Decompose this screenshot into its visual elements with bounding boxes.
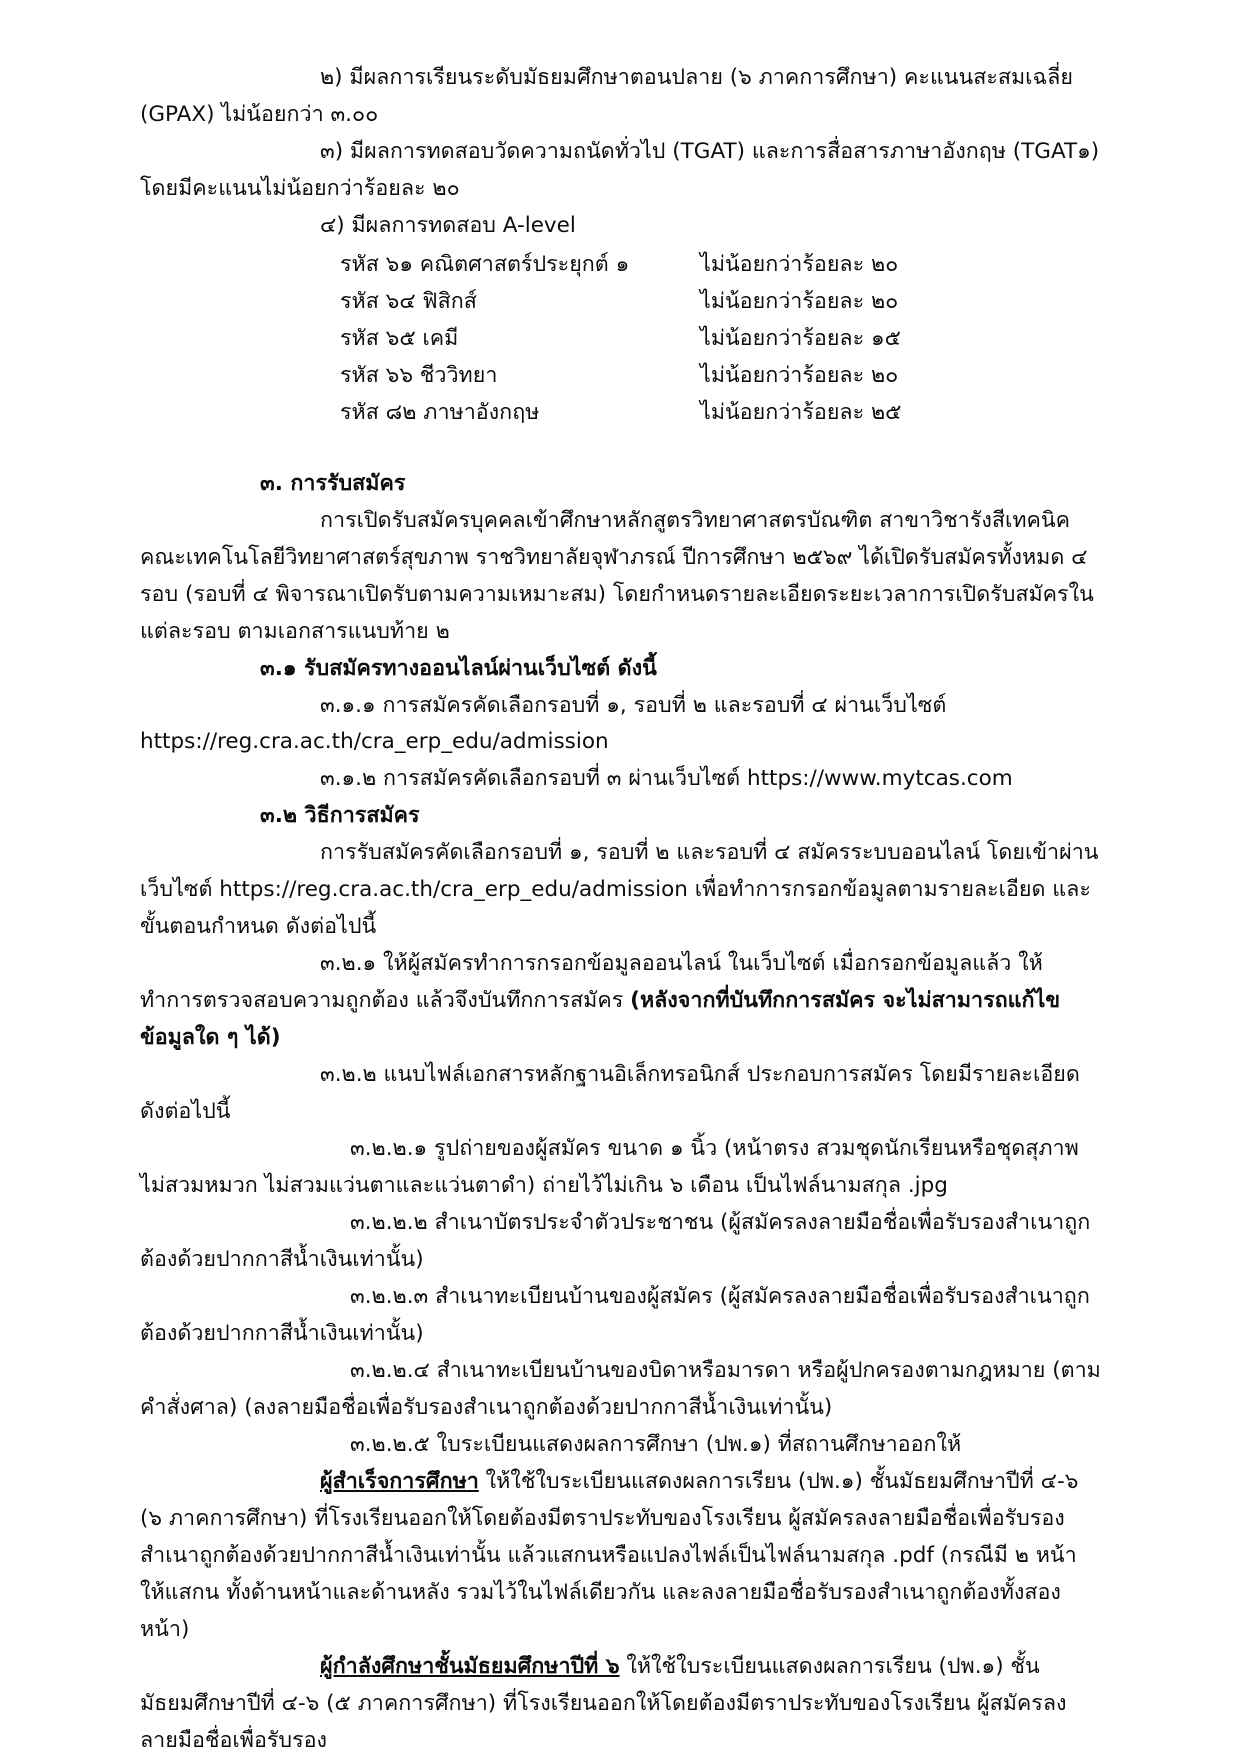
paragraph-studying bbox=[140, 1649, 1101, 1760]
alevel-code: รหัส ๖๕ เคมี bbox=[340, 325, 459, 351]
paragraph-item-4: ๔) มีผลการทดสอบ A-level bbox=[320, 212, 576, 238]
paragraph-studying-text: ให้ใช้ใบระเบียนแสดงผลการเรียน (ปพ.๑) ชั้นมัธยมศึกษาปีที่ ๔-๖ (๕ ภาคการศึกษา) ที่โรงเรียนออกให้โดยต้องมีตราประทับของโรงเรียน ผู้สมัครลงลายมือชื่อเพื่อรับรอง bbox=[140, 1653, 1067, 1753]
paragraph-3-2-1-emphasis: (หลังจากที่บันทึกการสมัคร จะไม่สามารถแก้ไขข้อมูลใด ๆ ได้) bbox=[140, 988, 1061, 1051]
alevel-score: ไม่น้อยกว่าร้อยละ ๒๕ bbox=[700, 399, 902, 425]
alevel-score: ไม่น้อยกว่าร้อยละ ๒๐ bbox=[700, 288, 899, 314]
alevel-code: รหัส ๖๑ คณิตศาสตร์ประยุกต์ ๑ bbox=[340, 251, 630, 277]
alevel-code: รหัส ๖๔ ฟิสิกส์ bbox=[340, 288, 477, 314]
table-row bbox=[340, 321, 1101, 358]
table-row bbox=[340, 358, 1101, 395]
alevel-code: รหัส ๖๖ ชีววิทยา bbox=[340, 362, 498, 388]
table-row bbox=[340, 395, 1101, 432]
paragraph-3-1-1: ๓.๑.๑ การสมัครคัดเลือกรอบที่ ๑, รอบที่ ๒ และรอบที่ ๔ ผ่านเว็บไซต์ https://reg.cra.ac.th/cra_erp_edu/admission bbox=[140, 692, 947, 755]
paragraph-3-2-2: ๓.๒.๒ แนบไฟล์เอกสารหลักฐานอิเล็กทรอนิกส์ ประกอบการสมัคร โดยมีรายละเอียดดังต่อไปนี้ bbox=[140, 1062, 1080, 1125]
alevel-score: ไม่น้อยกว่าร้อยละ ๒๐ bbox=[700, 251, 899, 277]
paragraph-section-3-body: การเปิดรับสมัครบุคคลเข้าศึกษาหลักสูตรวิทยาศาสตรบัณฑิต สาขาวิชารังสีเทคนิคคณะเทคโนโลยีวิทยาศาสตร์สุขภาพ ราชวิทยาลัยจุฬาภรณ์ ปีการศึกษา ๒๕๖๙ ได้เปิดรับสมัครทั้งหมด ๔ รอบ (รอบที่ ๔ พิจารณาเปิดรับตามความเหมาะสม) โดยกำหนดรายละเอียดระยะเวลาการเปิดรับสมัครในแต่ละรอบ ตามเอกสารแนบท้าย ๒ bbox=[140, 507, 1094, 644]
alevel-score-table bbox=[340, 247, 1101, 432]
heading-section-3: ๓. การรับสมัคร bbox=[260, 470, 406, 496]
paragraph-3-2-1 bbox=[140, 946, 1101, 1057]
paragraph-3-2-2-5: ๓.๒.๒.๕ ใบระเบียนแสดงผลการศึกษา (ปพ.๑) ที่สถานศึกษาออกให้ bbox=[350, 1431, 962, 1457]
alevel-score: ไม่น้อยกว่าร้อยละ ๒๐ bbox=[700, 362, 899, 388]
paragraph-graduated bbox=[140, 1464, 1101, 1649]
paragraph-3-2-2-3: ๓.๒.๒.๓ สำเนาทะเบียนบ้านของผู้สมัคร (ผู้สมัครลงลายมือชื่อเพื่อรับรองสำเนาถูกต้องด้วยปากกาสีน้ำเงินเท่านั้น) bbox=[140, 1284, 1090, 1346]
paragraph-3-2-2-4: ๓.๒.๒.๔ สำเนาทะเบียนบ้านของบิดาหรือมารดา หรือผู้ปกครองตามกฎหมาย (ตามคำสั่งศาล) (ลงลายมือชื่อเพื่อรับรองสำเนาถูกต้องด้วยปากกาสีน้ำเงินเท่านั้น) bbox=[140, 1357, 1101, 1420]
alevel-code: รหัส ๘๒ ภาษาอังกฤษ bbox=[340, 399, 540, 425]
table-row bbox=[340, 247, 1101, 284]
document-body bbox=[140, 60, 1101, 1760]
paragraph-3-2-2-2: ๓.๒.๒.๒ สำเนาบัตรประจำตัวประชาชน (ผู้สมัครลงลายมือชื่อเพื่อรับรองสำเนาถูกต้องด้วยปากกาสีน้ำเงินเท่านั้น) bbox=[140, 1210, 1091, 1273]
heading-section-3-1: ๓.๑ รับสมัครทางออนไลน์ผ่านเว็บไซต์ ดังนี้ bbox=[260, 655, 657, 681]
alevel-score: ไม่น้อยกว่าร้อยละ ๑๕ bbox=[700, 325, 901, 351]
paragraph-item-2: ๒) มีผลการเรียนระดับมัธยมศึกษาตอนปลาย (๖ ภาคการศึกษา) คะแนนสะสมเฉลี่ย (GPAX) ไม่น้อยกว่า ๓.๐๐ bbox=[140, 65, 1073, 127]
paragraph-item-3: ๓) มีผลการทดสอบวัดความถนัดทั่วไป (TGAT) และการสื่อสารภาษาอังกฤษ (TGAT๑) โดยมีคะแนนไม่น้อยกว่าร้อยละ ๒๐ bbox=[140, 138, 1100, 201]
paragraph-3-2-body: การรับสมัครคัดเลือกรอบที่ ๑, รอบที่ ๒ และรอบที่ ๔ สมัครระบบออนไลน์ โดยเข้าผ่านเว็บไซต์ https://reg.cra.ac.th/cra_erp_edu/admission เพื่อทำการกรอกข้อมูลตามรายละเอียด และขั้นตอนกำหนด ดังต่อไปนี้ bbox=[140, 840, 1099, 940]
paragraph-graduated-text: ให้ใช้ใบระเบียนแสดงผลการเรียน (ปพ.๑) ชั้นมัธยมศึกษาปีที่ ๔-๖ (๖ ภาคการศึกษา) ที่โรงเรียนออกให้โดยต้องมีตราประทับของโรงเรียน ผู้สมัครลงลายมือชื่อเพื่อรับรองสำเนาถูกต้องด้วยปากกาสีน้ำเงินเท่านั้น แล้วแสกนหรือแปลงไฟล์เป็นไฟล์นามสกุล .pdf (กรณีมี ๒ หน้าให้แสกน ทั้งด้านหน้าและด้านหลัง รวมไว้ในไฟล์เดียวกัน และลงลายมือชื่อรับรองสำเนาถูกต้องทั้งสองหน้า) bbox=[140, 1468, 1079, 1642]
section-spacer bbox=[140, 432, 1101, 466]
label-studying: ผู้กำลังศึกษาชั้นมัธยมศึกษาปีที่ ๖ bbox=[320, 1653, 620, 1679]
paragraph-3-2-2-1: ๓.๒.๒.๑ รูปถ่ายของผู้สมัคร ขนาด ๑ นิ้ว (หน้าตรง สวมชุดนักเรียนหรือชุดสุภาพ ไม่สวมหมวก ไม่สวมแว่นตาและแว่นตาดำ) ถ่ายไว้ไม่เกิน ๖ เดือน เป็นไฟล์นามสกุล .jpg bbox=[140, 1136, 1079, 1199]
paragraph-3-2-1-text: ๓.๒.๑ ให้ผู้สมัครทำการกรอกข้อมูลออนไลน์ ในเว็บไซต์ เมื่อกรอกข้อมูลแล้ว ให้ทำการตรวจสอบความถูกต้อง แล้วจึงบันทึกการสมัคร bbox=[140, 951, 1043, 1014]
paragraph-3-1-2: ๓.๑.๒ การสมัครคัดเลือกรอบที่ ๓ ผ่านเว็บไซต์ https://www.mytcas.com bbox=[320, 766, 1013, 792]
label-graduated: ผู้สำเร็จการศึกษา bbox=[320, 1468, 479, 1494]
table-row bbox=[340, 284, 1101, 321]
heading-section-3-2: ๓.๒ วิธีการสมัคร bbox=[260, 803, 420, 829]
